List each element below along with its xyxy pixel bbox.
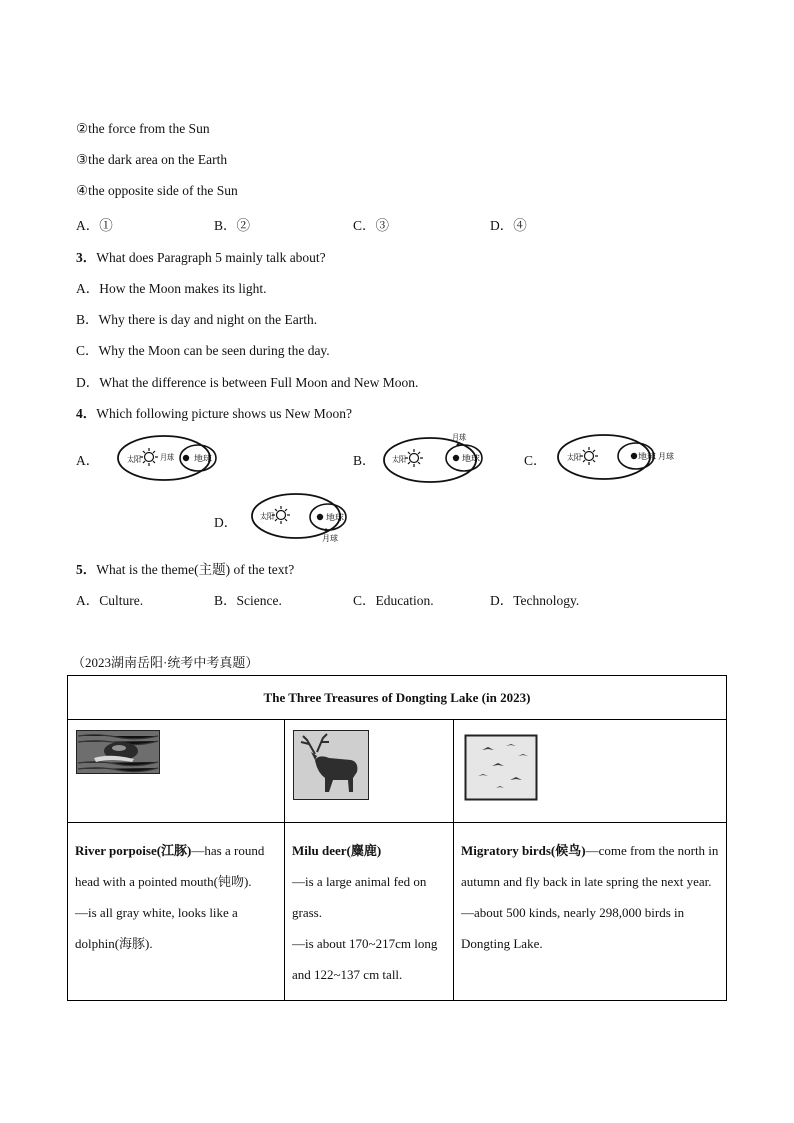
earth-dot <box>453 455 459 461</box>
milu-deer-photo <box>293 730 369 800</box>
sun-label: 太阳 <box>392 455 408 464</box>
question-5-number: 5． <box>76 562 97 577</box>
birds-desc-rest: —about 500 kinds, nearly 298,000 birds in Dongting Lake. <box>461 905 685 951</box>
porpoise-desc-first: —has a round head with a pointed mouth(钝吻). <box>75 843 265 889</box>
q4-option-a-letter[interactable]: A． <box>76 453 100 468</box>
q5-option-a[interactable]: A．Culture. <box>76 593 144 608</box>
q3-option-c[interactable]: C．Why the Moon can be seen during the day. <box>76 343 330 358</box>
question-4 <box>76 402 352 422</box>
q4-diagram-d[interactable] <box>248 490 358 552</box>
porpoise-image-cell <box>68 720 285 823</box>
sun-icon <box>272 506 290 524</box>
q2-option-c[interactable]: C．③ <box>353 218 390 233</box>
q2-option-b[interactable]: B．② <box>214 218 251 233</box>
earth-dot <box>183 455 189 461</box>
moon-label: 月球 <box>452 433 468 442</box>
porpoise-text-cell <box>68 823 285 1001</box>
moon-label: 月球 <box>160 453 176 462</box>
deer-name: Milu deer(麋鹿) <box>292 843 382 858</box>
question-5 <box>76 558 294 578</box>
earth-label: 地球 <box>462 454 478 463</box>
treasures-table <box>67 675 727 1001</box>
birds-image-cell <box>454 720 727 823</box>
option-line-3: ③the dark area on the Earth <box>76 152 228 167</box>
q4-diagram-b[interactable] <box>378 428 498 490</box>
option-line-4: ④the opposite side of the Sun <box>76 183 238 198</box>
birds-desc-first: —come from the north in autumn and fly back in late spring the next year. <box>461 843 719 889</box>
sun-label: 太阳 <box>127 455 143 464</box>
porpoise-name: River porpoise(江豚) <box>75 843 192 858</box>
q4-diagram-a[interactable] <box>112 430 222 490</box>
porpoise-desc-rest: —is all gray white, looks like a dolphin(海豚). <box>75 905 238 951</box>
question-4-number: 4． <box>76 406 97 421</box>
q4-option-c-letter[interactable]: C． <box>524 453 547 468</box>
earth-label: 地球 <box>326 513 342 522</box>
q4-diagram-c[interactable] <box>552 430 682 490</box>
sun-label: 太阳 <box>260 512 276 521</box>
birds-text-cell <box>454 823 727 1001</box>
earth-label: 地球 <box>194 454 210 463</box>
birds-name: Migratory birds(候鸟) <box>461 843 586 858</box>
question-4-text: Which following picture shows us New Moon? <box>96 406 352 421</box>
migratory-birds-photo <box>462 730 538 802</box>
deer-text-cell <box>285 823 454 1001</box>
earth-dot <box>631 453 637 459</box>
sun-label: 太阳 <box>567 453 583 462</box>
q5-option-b[interactable]: B．Science. <box>214 593 282 608</box>
question-3-text: What does Paragraph 5 mainly talk about? <box>96 250 326 265</box>
question-3 <box>76 246 326 266</box>
question-5-text: What is the theme(主题) of the text? <box>96 562 295 577</box>
moon-dot <box>457 444 460 447</box>
option-line-2: ②the force from the Sun <box>76 121 210 136</box>
deer-image-cell <box>285 720 454 823</box>
q3-option-a[interactable]: A．How the Moon makes its light. <box>76 281 267 296</box>
moon-label: 月球 <box>658 452 674 461</box>
source-note: （2023湖南岳阳·统考中考真题） <box>72 655 259 670</box>
question-3-number: 3． <box>76 250 97 265</box>
earth-label: 地球 <box>638 452 654 461</box>
sun-icon <box>405 449 423 467</box>
q5-option-d[interactable]: D．Technology. <box>490 593 580 608</box>
moon-label: 月球 <box>322 534 338 543</box>
moon-dot <box>325 529 328 532</box>
earth-dot <box>317 514 323 520</box>
q4-option-d-letter[interactable]: D． <box>214 515 238 530</box>
sun-icon <box>140 448 158 466</box>
table-title: The Three Treasures of Dongting Lake (in 2023) <box>68 676 727 720</box>
q5-option-c[interactable]: C．Education. <box>353 593 434 608</box>
river-porpoise-photo <box>76 730 160 774</box>
q2-option-a[interactable]: A．① <box>76 218 113 233</box>
sun-icon <box>580 447 598 465</box>
q3-option-d[interactable]: D．What the difference is between Full Moon and New Moon. <box>76 375 419 390</box>
q3-option-b[interactable]: B．Why there is day and night on the Earth. <box>76 312 318 327</box>
q4-option-b-letter[interactable]: B． <box>353 453 376 468</box>
deer-desc: —is a large animal fed on grass. —is about 170~217cm long and 122~137 cm tall. <box>292 874 438 982</box>
q2-option-d[interactable]: D．④ <box>490 218 527 233</box>
